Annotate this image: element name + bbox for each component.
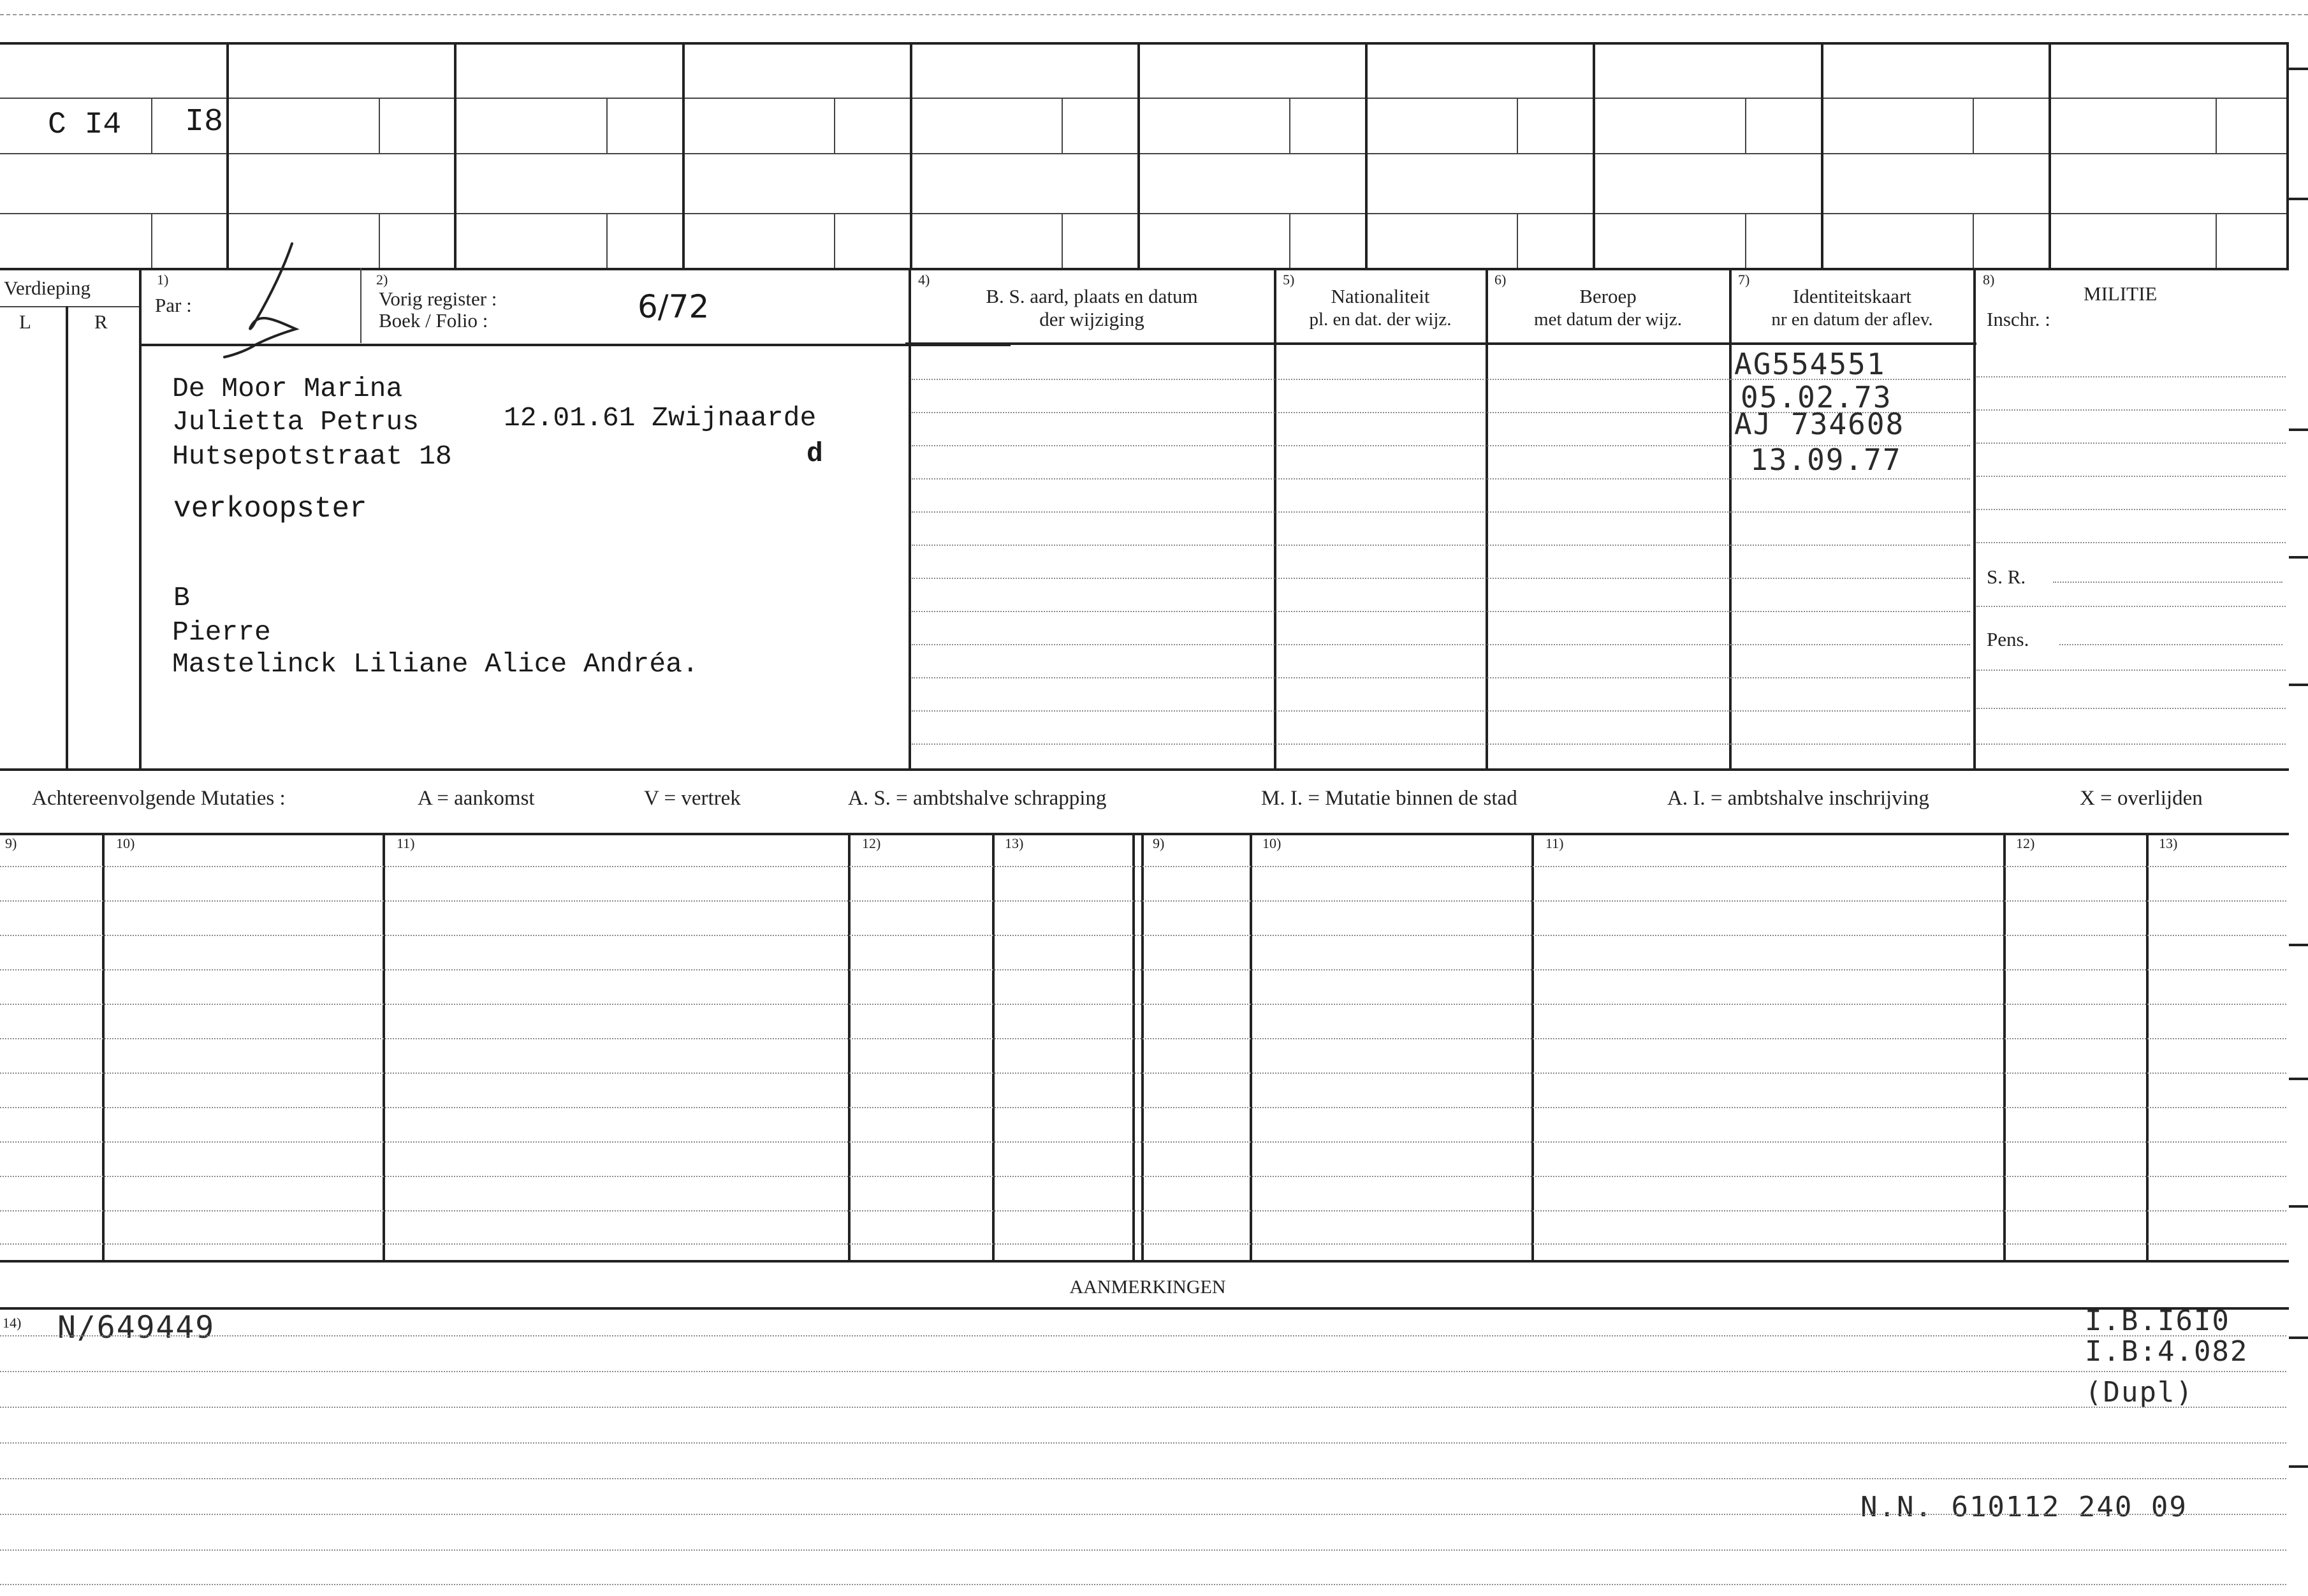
id-card-1: AG554551 [1734,347,1886,381]
remarks-title: AANMERKINGEN [1069,1277,1226,1298]
id-card-2-date: 13.09.77 [1750,443,1902,477]
legend-mi: M. I. = Mutatie binnen de stad [1261,787,1517,810]
beroep-label: Beroep [1579,285,1637,307]
legend-top-line [0,768,2289,771]
id-card-2: AJ 734608 [1734,407,1905,441]
partner-line1: Pierre [172,617,271,648]
boek-folio-label: Boek / Folio : [379,309,488,332]
nationaliteit-label: Nationaliteit [1331,285,1430,307]
verdieping-right-label: R [94,311,108,333]
militie-pens-label: Pens. [1987,628,2029,650]
bs-label-2: der wijziging [1039,308,1144,330]
par-label: Par : [155,294,192,316]
section-code: C I4 [48,108,122,142]
id-card-1-date: 05.02.73 [1741,380,1892,414]
identiteitskaart-label: Identiteitskaart [1793,285,1911,307]
mut-col-10b: 10) [1262,835,1282,851]
militie-title: MILITIE [2084,282,2158,305]
nationaliteit-number: 5) [1283,272,1295,288]
militie-inschr-label: Inschr. : [1987,308,2050,330]
top-edge-noise [0,14,2308,15]
remarks-national-number: N.N. 610112 240 09 [1860,1491,2187,1523]
bs-number: 4) [918,272,930,288]
bs-label: B. S. aard, plaats en datum [986,285,1198,307]
remarks-number: 14) [3,1315,22,1331]
legend-v: V = vertrek [644,787,741,810]
identiteitskaart-number: 7) [1738,272,1750,288]
mut-col-11: 11) [397,835,415,851]
verdieping-left-label: L [19,311,31,333]
militie-sr-label: S. R. [1987,566,2026,588]
legend-a: A = aankomst [418,787,535,810]
person-marker: d [807,438,823,469]
person-name-line1: De Moor Marina [172,373,403,404]
mut-col-12b: 12) [2016,835,2035,851]
mut-col-11b: 11) [1545,835,1564,851]
remarks-ib-1: I.B.I6I0 [2085,1305,2230,1337]
militie-pens-line [2059,644,2282,645]
remarks-ib-2: I.B:4.082 [2085,1335,2249,1368]
par-signature [217,236,319,363]
beroep-label-2: met datum der wijz. [1534,309,1682,330]
legend-x: X = overlijden [2080,787,2203,810]
mut-col-13: 13) [1005,835,1024,851]
person-status: B [173,582,190,613]
vorig-register-number: 2) [376,272,388,288]
identiteitskaart-label-2: nr en datum der aflev. [1771,309,1933,330]
militie-sr-line [2053,582,2282,583]
person-address: Hutsepotstraat 18 [172,441,452,472]
legend-ai: A. I. = ambtshalve inschrijving [1667,787,1929,810]
remarks-reference: N/649449 [57,1310,215,1345]
remarks-top-line [0,1307,2289,1310]
par-number: 1) [157,272,169,288]
person-name-line2: Julietta Petrus [172,406,420,437]
legend-title: Achtereenvolgende Mutaties : [32,787,286,810]
nationaliteit-label-2: pl. en dat. der wijz. [1309,309,1452,330]
mut-col-9b: 9) [1153,835,1165,851]
person-birth: 12.01.61 Zwijnaarde [504,402,817,434]
partner-line2: Mastelinck Liliane Alice Andréa. [172,648,699,680]
mut-col-13b: 13) [2159,835,2178,851]
register-number: I8 [185,104,224,140]
remarks-dupl: (Dupl) [2085,1376,2194,1409]
verdieping-label: Verdieping [4,277,91,299]
person-occupation: verkoopster [173,492,367,525]
vorig-register-label: Vorig register : [379,288,497,310]
mut-col-10: 10) [116,835,135,851]
mut-col-9: 9) [5,835,17,851]
mut-col-12: 12) [862,835,881,851]
boek-folio-value: 6/72 [638,288,710,325]
beroep-number: 6) [1494,272,1507,288]
militie-number: 8) [1983,272,1995,288]
legend-as: A. S. = ambtshalve schrapping [848,787,1107,810]
